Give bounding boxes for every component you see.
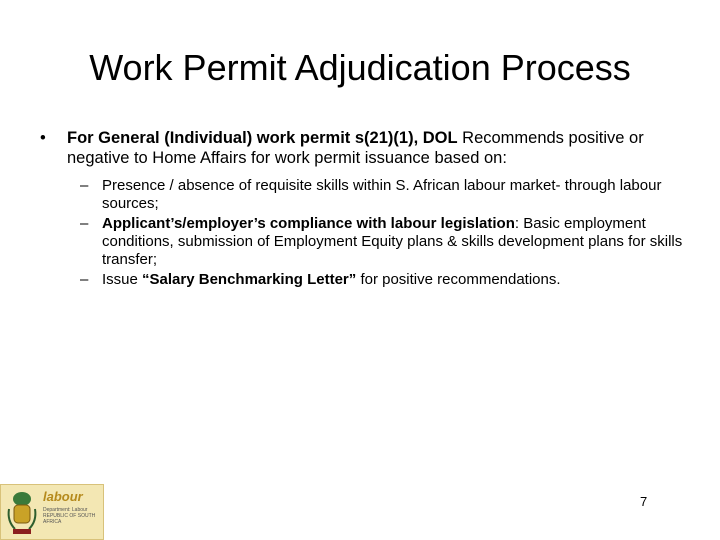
department-logo bbox=[0, 484, 104, 540]
sub-bullet-text: Presence / absence of requisite skills within S. African labour market- through labour sources; bbox=[102, 177, 662, 212]
bullet-text: Recommends positive or negative to Home Affairs for work permit issuance based on: bbox=[67, 129, 644, 167]
sub-bullet-bold: “Salary Benchmarking Letter” bbox=[142, 271, 357, 288]
dash-marker: – bbox=[80, 177, 89, 194]
sub-bullet-2 bbox=[80, 215, 690, 269]
sub-bullet-bold: Applicant’s/employer’s compliance with labour legislation bbox=[102, 215, 515, 232]
coat-of-arms-icon bbox=[5, 489, 39, 537]
sub-bullet-3 bbox=[80, 271, 690, 289]
dash-marker: – bbox=[80, 215, 89, 232]
sub-bullet-1 bbox=[80, 177, 690, 213]
logo-subtext: Department: Labour REPUBLIC OF SOUTH AFRICA bbox=[43, 507, 96, 525]
logo-brand-text: labour bbox=[43, 489, 83, 504]
dash-marker: – bbox=[80, 271, 89, 288]
sub-bullet-tail: for positive recommendations. bbox=[356, 271, 561, 288]
slide-title: Work Permit Adjudication Process bbox=[89, 47, 631, 88]
bullet-bold-lead: For General (Individual) work permit s(21)(1), DOL bbox=[67, 129, 458, 147]
sub-bullet-list bbox=[40, 177, 690, 289]
main-bullet bbox=[40, 128, 690, 168]
bullet-list bbox=[40, 128, 690, 291]
page-number: 7 bbox=[640, 494, 648, 509]
bullet-marker: • bbox=[40, 129, 46, 147]
sub-bullet-text: Issue bbox=[102, 271, 143, 288]
sub-bullet-text: : Basic employment conditions, submission of Employment Equity plans & skills development plans for skills transfer; bbox=[102, 215, 683, 268]
